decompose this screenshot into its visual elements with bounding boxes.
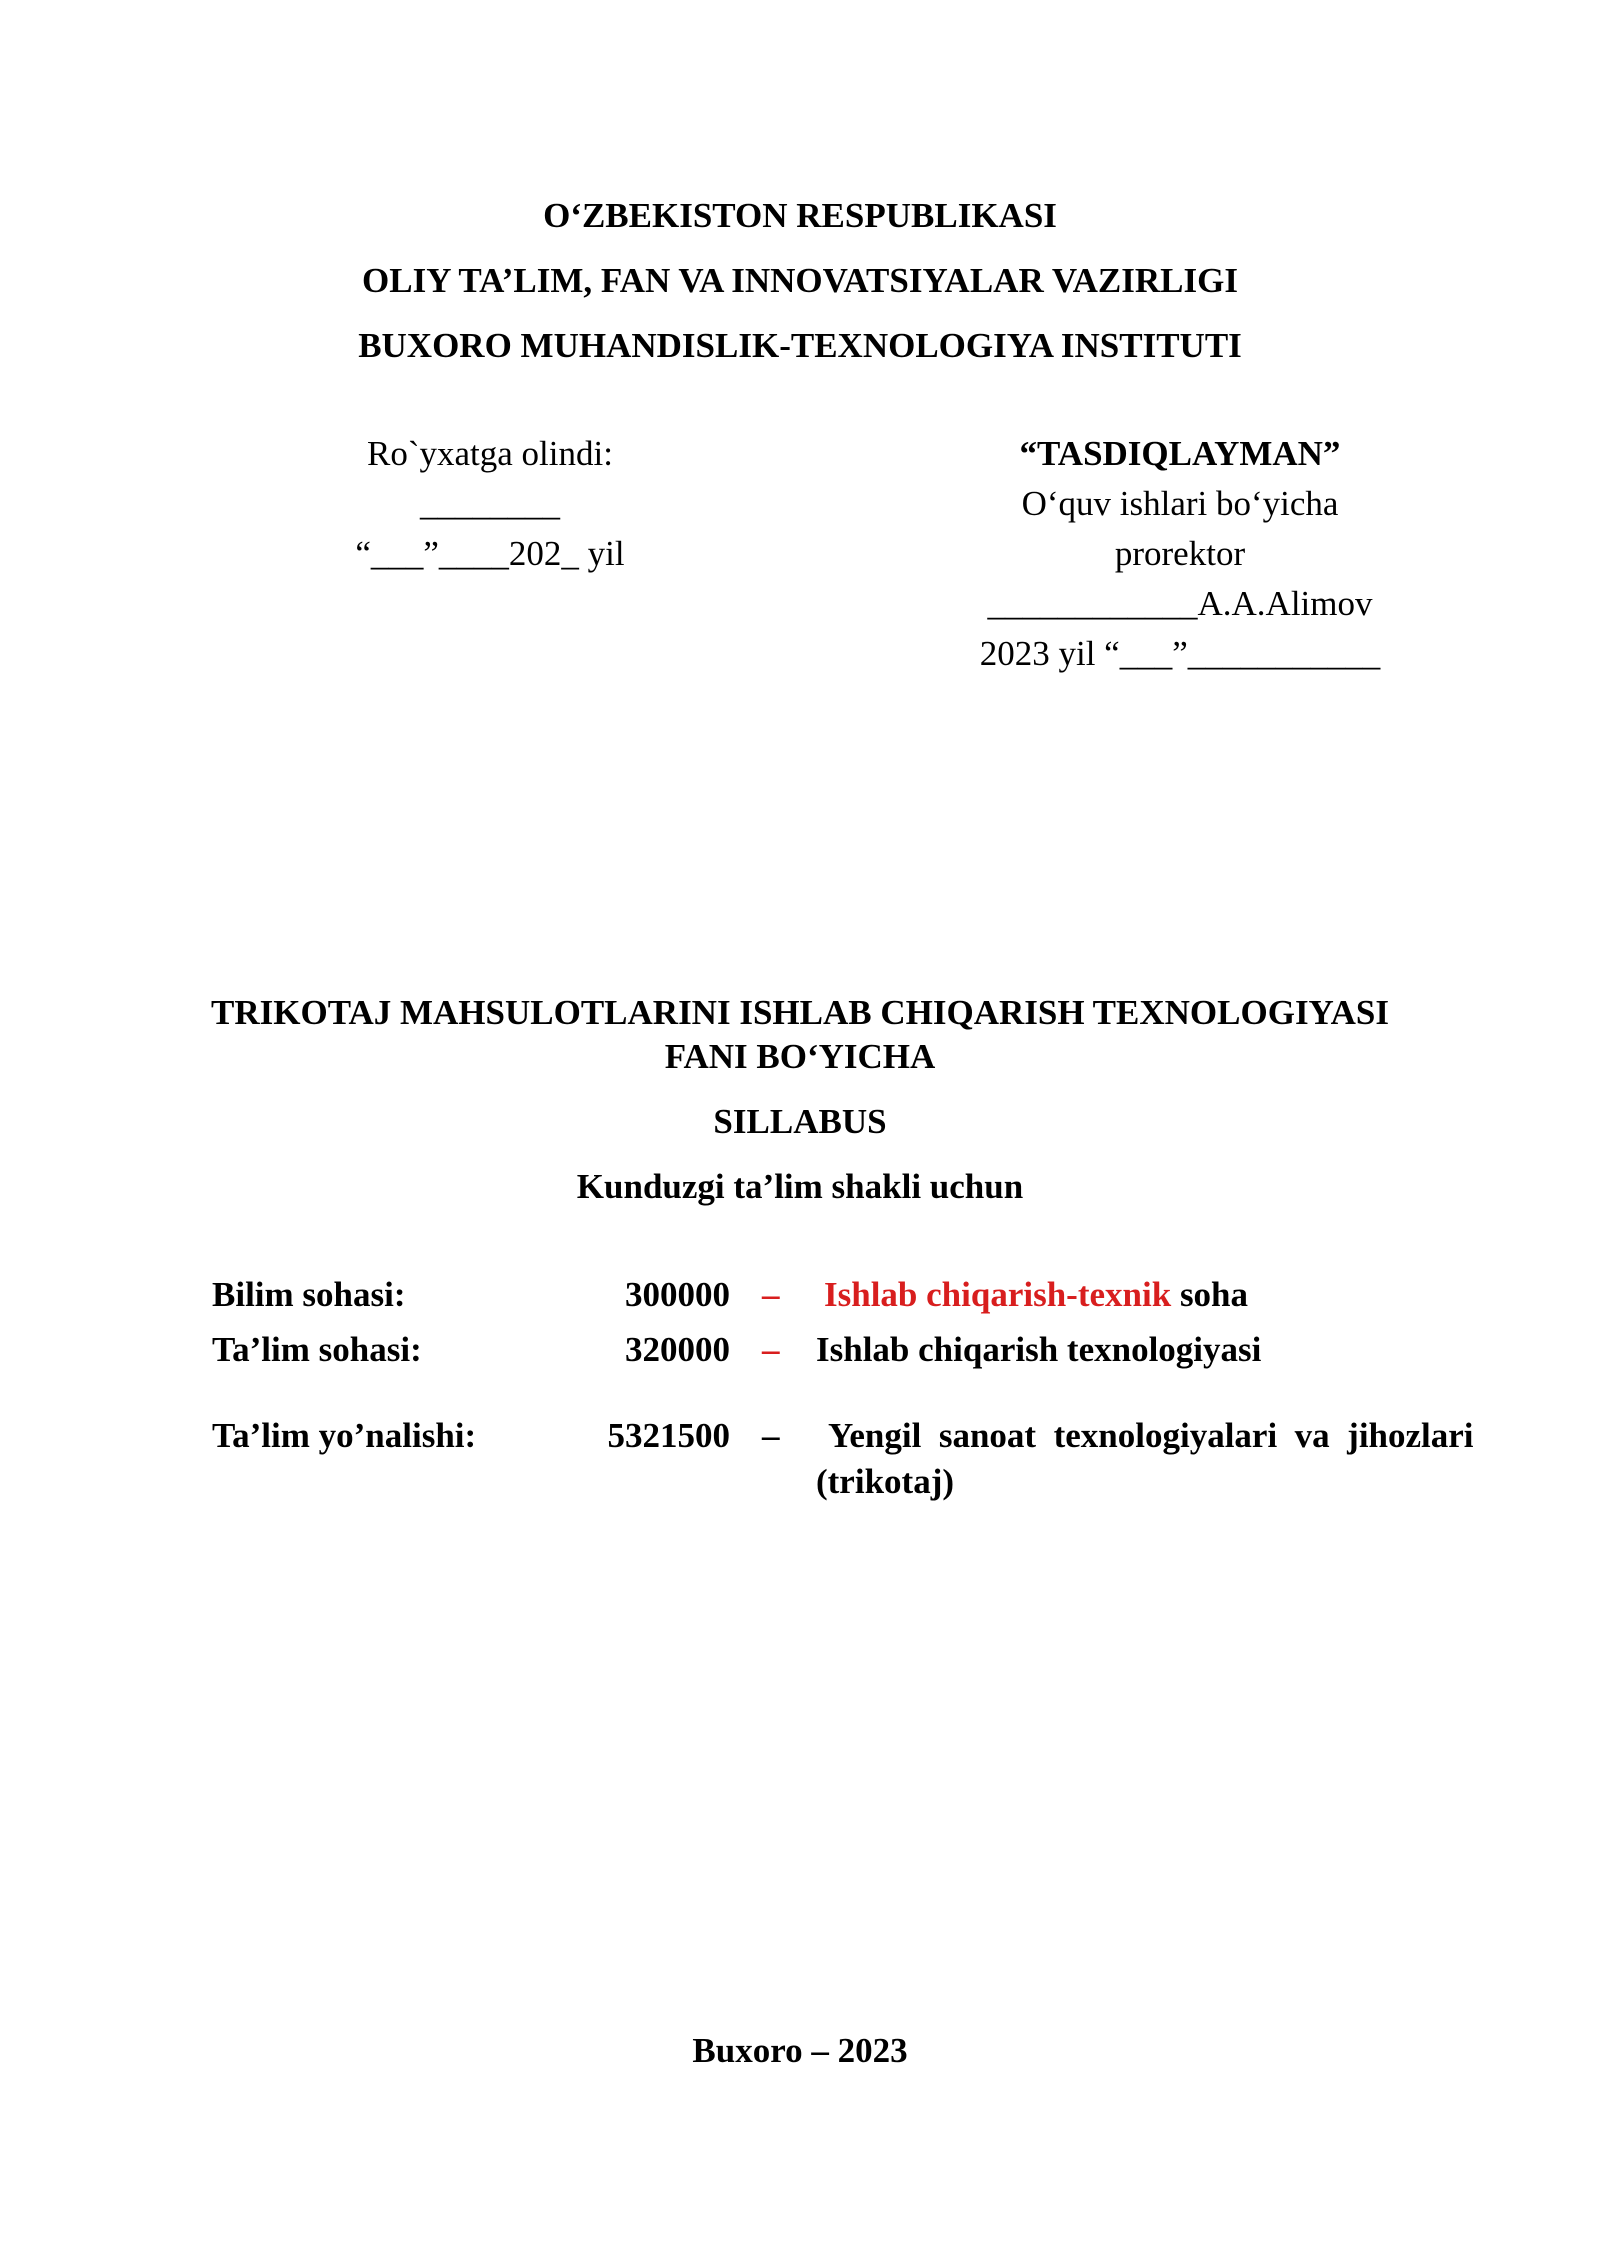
- registration-label: Ro`yxatga olindi:: [367, 434, 613, 473]
- education-area-label: Ta’lim sohasi:: [212, 1330, 422, 1369]
- education-direction-label: Ta’lim yo’nalishi:: [212, 1416, 477, 1455]
- study-form: Kunduzgi ta’lim shakli uchun: [576, 1167, 1024, 1206]
- approval-title: “TASDIQLAYMAN”: [1019, 434, 1341, 473]
- approval-position-line1: O‘quv ishlari bo‘yicha: [1021, 484, 1339, 523]
- knowledge-area-dash: –: [762, 1275, 780, 1314]
- approval-signature: ____________A.A.Alimov: [987, 584, 1373, 623]
- subject-title-line2: FANI BO‘YICHA: [664, 1037, 936, 1076]
- ministry-country: O‘ZBEKISTON RESPUBLIKASI: [543, 196, 1057, 235]
- knowledge-area-value: [824, 1275, 1248, 1315]
- knowledge-area-code: 300000: [625, 1275, 730, 1314]
- education-area-code: 320000: [625, 1330, 730, 1369]
- knowledge-area-value-rest: soha: [1171, 1275, 1249, 1314]
- place-and-year: Buxoro – 2023: [692, 2031, 908, 2070]
- registration-number-blank: ________: [420, 484, 560, 523]
- approval-position-line2: prorektor: [1114, 534, 1246, 573]
- registration-date: “___”____202_ yil: [355, 534, 625, 573]
- education-area-dash: –: [762, 1330, 780, 1369]
- education-direction-code: 5321500: [607, 1416, 730, 1455]
- institute-name: BUXORO MUHANDISLIK-TEXNOLOGIYA INSTITUTI: [358, 326, 1242, 365]
- subject-title-line1: TRIKOTAJ MAHSULOTLARINI ISHLAB CHIQARISH TEXNOLOGIYASI: [211, 993, 1389, 1032]
- ministry-name: OLIY TA’LIM, FAN VA INNOVATSIYALAR VAZIRLIGI: [362, 261, 1238, 300]
- education-direction-value-line2: (trikotaj): [816, 1462, 955, 1501]
- education-area-value: Ishlab chiqarish texnologiyasi: [816, 1330, 1262, 1369]
- knowledge-area-label: Bilim sohasi:: [212, 1275, 406, 1314]
- education-direction-dash: –: [762, 1416, 780, 1455]
- approval-date: 2023 yil “___”___________: [979, 634, 1381, 673]
- education-direction-value-line1: Yengil sanoat texnologiyalari va jihozlari: [828, 1416, 1474, 1455]
- document-type: SILLABUS: [713, 1102, 887, 1141]
- knowledge-area-value-highlight: Ishlab chiqarish-texnik: [824, 1275, 1172, 1314]
